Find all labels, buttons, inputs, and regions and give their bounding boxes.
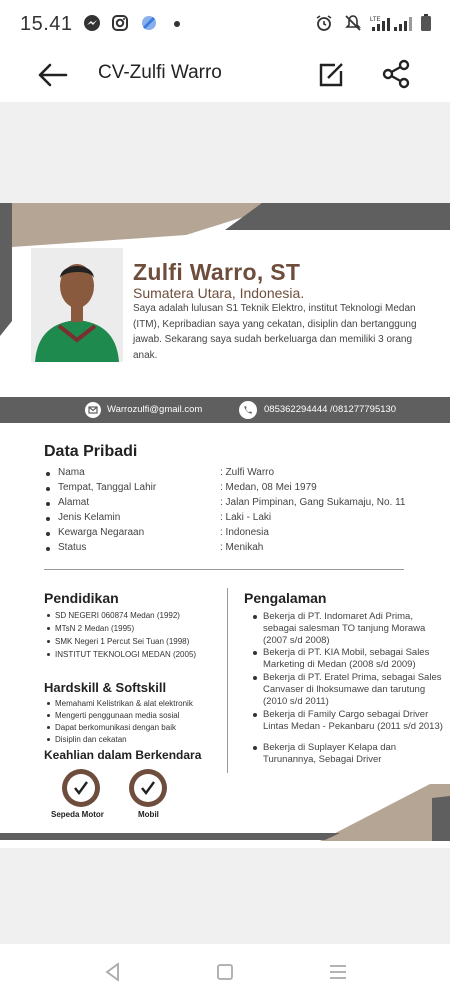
skill-item: Memahami Kelistrikan & alat elektronik	[55, 699, 193, 708]
education-heading: Pendidikan	[44, 590, 119, 606]
recents-nav-icon[interactable]	[325, 959, 351, 985]
section-divider	[44, 569, 404, 570]
car-label: Mobil	[138, 810, 159, 819]
skill-item: Disiplin dan cekatan	[55, 735, 127, 744]
cv-page: Zulfi Warro, ST Sumatera Utara, Indonesia. Saya adalah lulusan S1 Teknik Elektro, institut Teknologi Medan (ITM), Kepribadian saya yang cekatan, disiplin dan bertanggung jawab. Sekarang saya sudah berkeluarga dan memiliki 3 orang anak. Warrozulfi@gmail.com 085362294444 /081277795130 Data Pribadi Nama : Zulfi Warro Tempat, Tanggal Lahir : Medan, 08 Mei 1979 Alamat : Jalan Pimpinan, Gang Sukamaju, No. 11 Jenis Kelamin : Laki - Laki Kewarga Negaraan : Indonesia Status : Menikah Pendidikan SD NEGERI 060874 Medan (1992) MTsN 2 Medan (1995) SMK Negeri 1 Percut Sei Tuan (1998) INSTITUT TEKNOLOGI MEDAN (2005) Hardskill & Softskill Memahami Kelistrikan & alat elektronik Mengerti penggunaan media sosial Dapat berkomunikasi dengan baik Disiplin dan cekatan Keahlian dalam Berkendara Sepeda Motor Mobil Pengalaman Bekerja di PT. Indomaret Adi Prima, sebagai salesman TO tanjung Morawa (2007 s/d 2008) Bekerja di PT. KIA Mobil, sebagai Sales Marketing di Medan (2008 s/d 2009) Bekerja di PT. Eratel Prima, sebagai Sales Canvaser di lhoksumawe dan tarutung (2010 s/d 2011) Bekerja di Family Cargo sebagai Driver Lintas Medan - Pekanbaru (2011 s/d 2013) Bekerja di Suplayer Kelapa dan Turunannya, Sebagai Driver	[0, 203, 450, 848]
share-icon[interactable]	[380, 58, 412, 90]
experience-item: Bekerja di PT. KIA Mobil, sebagai Sales Marketing di Medan (2008 s/d 2009)	[263, 647, 443, 671]
signal-icon	[370, 14, 416, 32]
app-bar	[0, 50, 450, 100]
experience-item: Bekerja di Family Cargo sebagai Driver Lintas Medan - Pekanbaru (2011 s/d 2013)	[263, 709, 443, 733]
phone-text: 085362294444 /081277795130	[264, 404, 397, 415]
skills-heading: Hardskill & Softskill	[44, 680, 167, 695]
skill-item: Mengerti penggunaan media sosial	[55, 711, 180, 720]
system-nav-bar	[0, 945, 450, 1000]
app-icon	[140, 14, 158, 32]
personal-data-heading: Data Pribadi	[44, 443, 138, 460]
footer-decoration	[0, 778, 450, 848]
skill-item: Dapat berkomunikasi dengan baik	[55, 723, 176, 732]
experience-item: Bekerja di Suplayer Kelapa dan Turunannya, Sebagai Driver	[263, 742, 443, 766]
column-divider	[227, 588, 228, 773]
driving-heading: Keahlian dalam Berkendara	[44, 748, 202, 762]
education-item: INSTITUT TEKNOLOGI MEDAN (2005)	[55, 650, 196, 659]
email-text: Warrozulfi@gmail.com	[107, 404, 203, 415]
education-item: SD NEGERI 060874 Medan (1992)	[55, 611, 180, 620]
battery-icon	[420, 14, 432, 32]
back-nav-icon[interactable]	[100, 959, 126, 985]
cv-bio: Saya adalah lulusan S1 Teknik Elektro, institut Teknologi Medan (ITM), Kepribadian saya yang cekatan, disiplin dan bertanggung jawab. Sekarang saya sudah berkeluarga dan memiliki 3 orang anak.	[133, 303, 417, 361]
edit-icon[interactable]	[316, 60, 346, 90]
back-arrow-icon[interactable]	[36, 58, 70, 92]
status-bar	[0, 0, 450, 50]
messenger-icon	[83, 14, 101, 32]
phone-icon	[239, 401, 257, 419]
instagram-icon	[111, 14, 129, 32]
education-item: MTsN 2 Medan (1995)	[55, 624, 134, 633]
profile-photo	[31, 248, 123, 362]
email-icon	[85, 402, 101, 418]
svg-text:LTE: LTE	[370, 17, 381, 23]
mute-icon	[344, 14, 362, 32]
experience-item: Bekerja di PT. Eratel Prima, sebagai Sales Canvaser di lhoksumawe dan tarutung (2010 s/d 2011)	[263, 672, 443, 708]
experience-heading: Pengalaman	[244, 590, 327, 606]
left-side-decoration	[0, 203, 20, 353]
motorcycle-label: Sepeda Motor	[51, 810, 104, 819]
notification-dot	[174, 21, 180, 27]
home-nav-icon[interactable]	[212, 959, 238, 985]
alarm-icon	[315, 14, 333, 32]
experience-item: Bekerja di PT. Indomaret Adi Prima, sebagai salesman TO tanjung Morawa (2007 s/d 2008)	[263, 611, 443, 647]
cv-location: Sumatera Utara, Indonesia.	[133, 285, 305, 301]
contact-bar	[0, 397, 450, 423]
status-time: 15.41	[20, 13, 73, 35]
document-title: CV-Zulfi Warro	[98, 62, 222, 83]
cv-name: Zulfi Warro, ST	[133, 259, 301, 285]
education-item: SMK Negeri 1 Percut Sei Tuan (1998)	[55, 637, 189, 646]
